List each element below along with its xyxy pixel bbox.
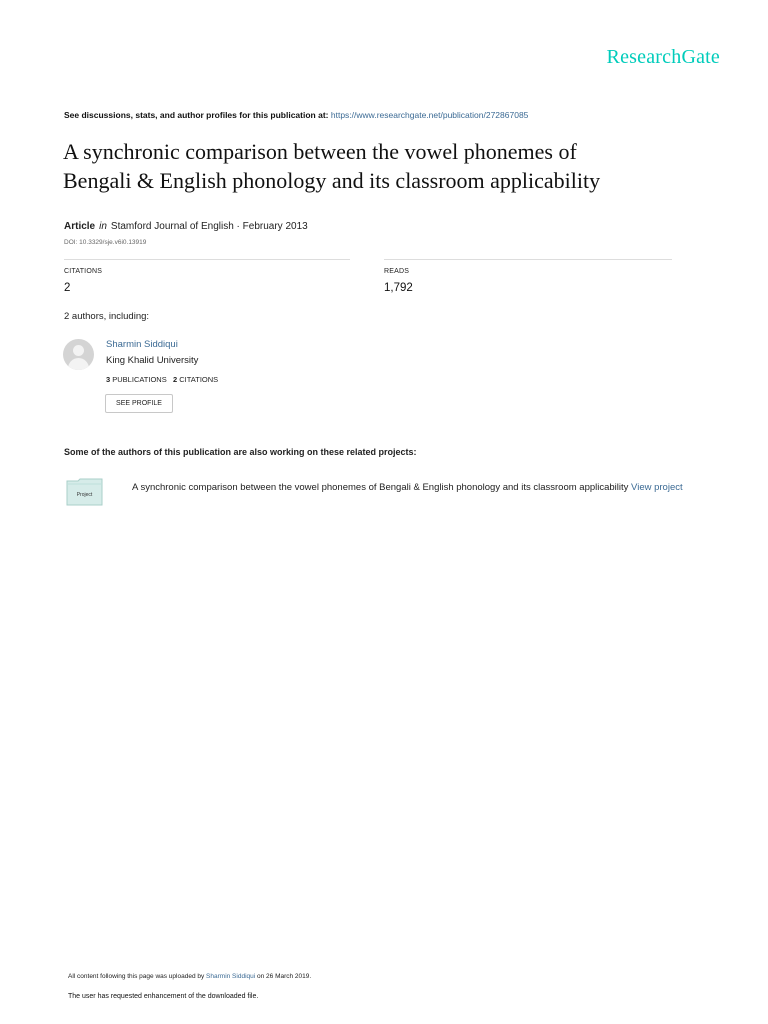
divider [384, 259, 672, 260]
folder-icon [66, 478, 103, 506]
upload-prefix: All content following this page was uploaded by [68, 973, 205, 980]
author-stats [106, 375, 218, 384]
project-title: A synchronic comparison between the vowel phonemes of Bengali & English phonology and its classroom applicability [132, 482, 629, 493]
article-info [64, 221, 308, 232]
publications-label: PUBLICATIONS [112, 375, 167, 384]
see-discussions-text: See discussions, stats, and author profiles for this publication at: [64, 110, 329, 120]
citations-label: CITATIONS [64, 268, 103, 275]
project-folder-icon[interactable] [66, 478, 103, 506]
page-title [63, 138, 723, 195]
projects-heading: Some of the authors of this publication are also working on these related projects: [64, 447, 417, 457]
citations-count: 2 [64, 282, 71, 294]
uploader-link[interactable]: Sharmin Siddiqui [206, 973, 256, 980]
article-type: Article [64, 221, 96, 232]
reads-label: READS [384, 268, 410, 275]
author-institution: King Khalid University [106, 355, 199, 366]
upload-note [68, 973, 311, 980]
view-project-link[interactable]: View project [631, 482, 683, 493]
see-profile-button[interactable]: SEE PROFILE [105, 394, 173, 413]
enhancement-note: The user has requested enhancement of the downloaded file. [68, 993, 259, 1000]
avatar[interactable] [63, 339, 94, 370]
researchgate-logo[interactable]: ResearchGate [606, 46, 720, 68]
authors-heading: 2 authors, including: [64, 311, 150, 322]
doi: DOI: 10.3329/sje.v6i0.13919 [64, 239, 147, 246]
project-icon-label: Project [76, 492, 93, 498]
upload-suffix: on 26 March 2019. [257, 973, 312, 980]
author-citations-count: 2 [173, 375, 178, 384]
author-name-link[interactable]: Sharmin Siddiqui [106, 339, 178, 350]
title-line: A synchronic comparison between the vowel phonemes of [63, 139, 577, 164]
see-discussions-line [64, 110, 528, 120]
project-description [132, 480, 692, 495]
reads-count: 1,792 [384, 282, 413, 294]
author-citations-label: CITATIONS [179, 375, 219, 384]
publication-url-link[interactable]: https://www.researchgate.net/publication/272867085 [330, 110, 529, 120]
publications-count: 3 [106, 375, 111, 384]
divider [64, 259, 350, 260]
journal-name: Stamford Journal of English · February 2013 [110, 221, 308, 232]
article-in: in [99, 221, 107, 232]
title-line: Bengali & English phonology and its classroom applicability [63, 167, 601, 193]
